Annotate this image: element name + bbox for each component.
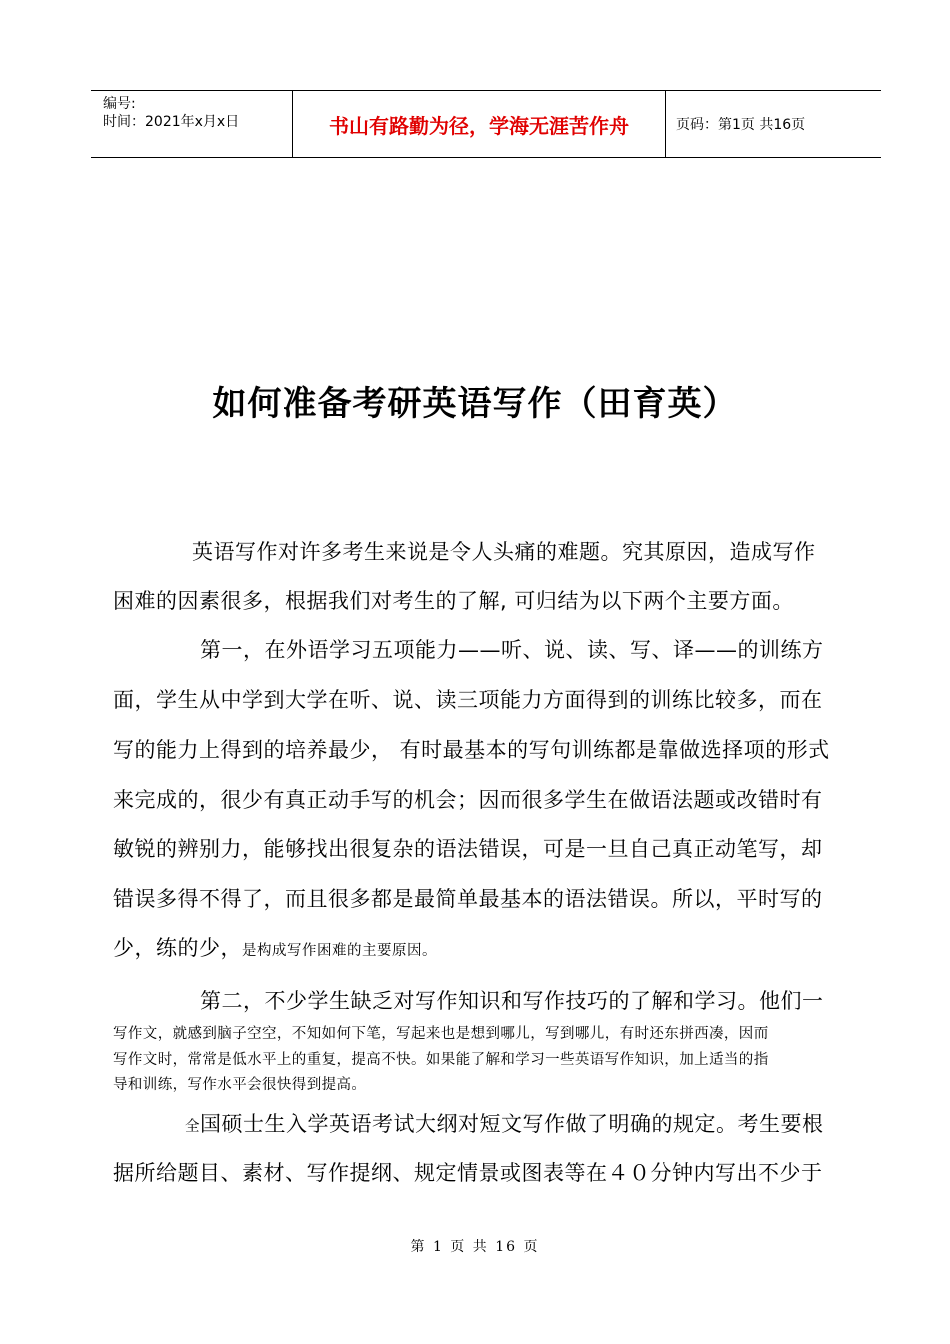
body-line-small-part: 全 — [185, 1119, 200, 1135]
serial-label: 编号: — [103, 96, 136, 112]
body-line-part: 国硕士生入学英语考试大纲对短文写作做了明确的规定。考生要根 — [200, 1112, 824, 1136]
body-line: 错误多得不得了，而且很多都是最简单最基本的语法错误。所以，平时写的 — [113, 887, 823, 911]
body-line — [113, 932, 858, 962]
body-line: 英语写作对许多考生来说是令人头痛的难题。究其原因，造成写作 — [192, 540, 816, 564]
time-label: 时间：2021年x月x日 — [103, 114, 240, 130]
body-line: 面，学生从中学到大学在听、说、读三项能力方面得到的训练比较多，而在 — [113, 688, 823, 712]
header-page-info: 页码：第1页 共16页 — [676, 117, 806, 133]
body-small-line: 写作文，就感到脑子空空，不知如何下笔，写起来也是想到哪儿，写到哪儿，有时还东拼西凑，因而 — [113, 1026, 769, 1042]
body-line: 据所给题目、素材、写作提纲、规定情景或图表等在４０分钟内写出不少于 — [113, 1161, 823, 1185]
header-meta — [91, 91, 293, 157]
document-title: 如何准备考研英语写作（田育英） — [212, 384, 738, 424]
body-line: 困难的因素很多，根据我们对考生的了解, 可归结为以下两个主要方面。 — [113, 589, 794, 613]
body-line-part: 少，练的少， — [113, 936, 242, 960]
body-line-small-part: 是构成写作困难的主要原因。 — [242, 943, 437, 959]
body-line: 写的能力上得到的培养最少， 有时最基本的写句训练都是靠做选择项的形式 — [113, 738, 830, 762]
body-line: 第一，在外语学习五项能力——听、说、读、写、译——的训练方 — [200, 638, 824, 662]
body-line: 第二，不少学生缺乏对写作知识和写作技巧的了解和学习。他们一 — [200, 989, 824, 1013]
body-line: 敏锐的辨别力，能够找出很复杂的语法错误，可是一旦自己真正动笔写，却 — [113, 837, 823, 861]
body-small-line: 导和训练，写作水平会很快得到提高。 — [113, 1077, 367, 1093]
body-line — [185, 1108, 858, 1138]
body-line: 来完成的，很少有真正动手写的机会；因而很多学生在做语法题或改错时有 — [113, 788, 823, 812]
page-header — [91, 90, 881, 158]
header-motto: 书山有路勤为径，学海无涯苦作舟 — [293, 91, 666, 157]
body-small-line: 写作文时，常常是低水平上的重复，提高不快。如果能了解和学习一些英语写作知识，加上适当的指 — [113, 1052, 769, 1068]
page-footer: 第 1 页 共 16 页 — [410, 1239, 540, 1255]
